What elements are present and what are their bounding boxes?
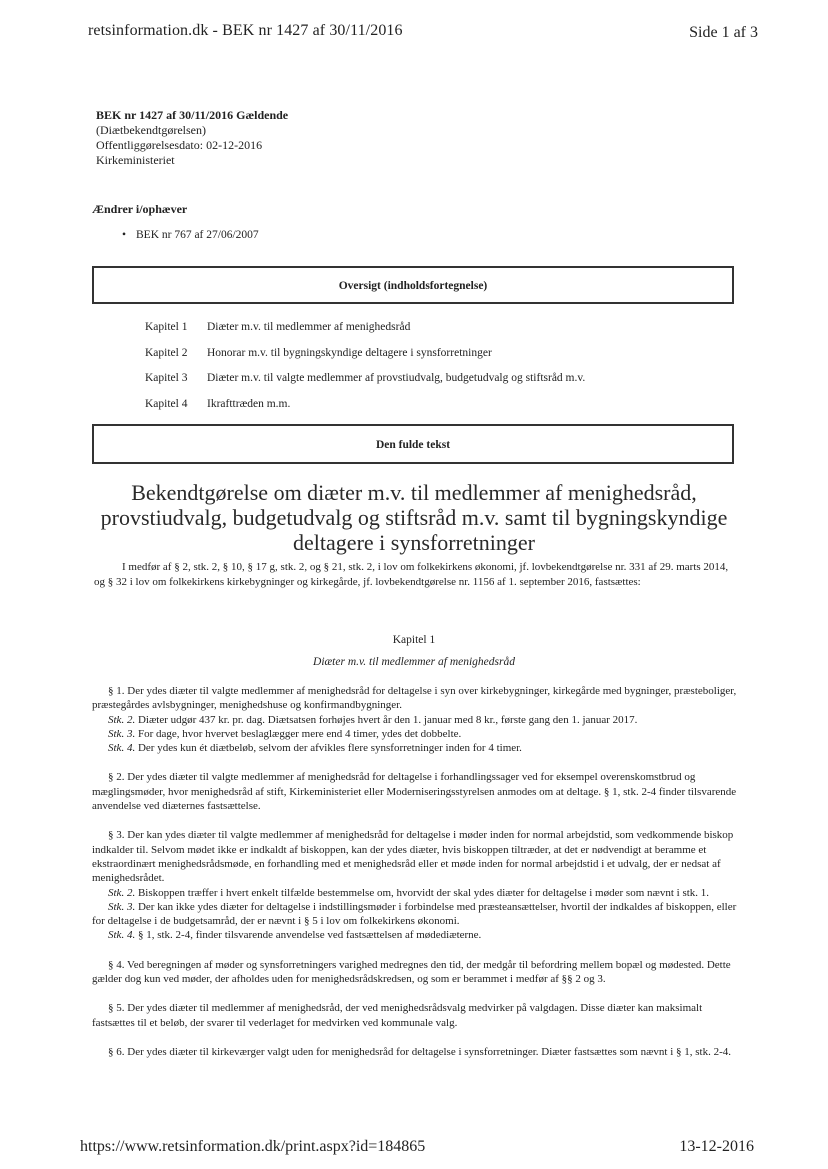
- stk-item: [92, 713, 740, 727]
- toc-chapter: Kapitel 1: [145, 321, 188, 333]
- preamble: I medfør af § 2, stk. 2, § 10, § 17 g, stk. 2, og § 21, stk. 2, i lov om folkekirkens økonomi, jf. lovbekendtgørelse nr. 331 af 29. marts 2014, og § 32 i lov om folkekirkens kirkebygninger og kirkegårde, jf. lovbekendtgørelse nr. 1156 af 1. september 2016, fastsættes:: [94, 561, 729, 588]
- chapter-label: Kapitel 1: [392, 634, 436, 646]
- stk-label: Stk. 4.: [108, 742, 136, 755]
- toc-chapter: Kapitel 2: [145, 346, 188, 359]
- paragraph-text: § 2. Der ydes diæter til valgte medlemmer af menighedsråd for deltagelse i forhandlingssager ved for eksempel overenskomstbrud og mæglingsmøder, hvor menighedsråd af stift, Kirkeministeriet eller Moderniseringsstyrelsen anmodes om at deltage. § 1, stk. 2-4 finder tilsvarende anvendelse ved diæternes fastsættelse.: [92, 771, 737, 813]
- stk-item: [92, 900, 740, 929]
- paragraph-4: [92, 958, 740, 987]
- chapter-subtitle: Diæter m.v. til medlemmer af menighedsråd: [313, 656, 515, 668]
- stk-item: [92, 886, 740, 900]
- toc-title: Diæter m.v. til valgte medlemmer af provstiudvalg, budgetudvalg og stiftsråd m.v.: [207, 372, 586, 384]
- paragraph-5: [92, 1001, 740, 1030]
- paragraph-text: § 6. Der ydes diæter til kirkeværger valgt uden for menighedsråd for deltagelse i synsforretninger. Diæter fastsættes som nævnt i § 1, stk. 2-4.: [108, 1045, 732, 1058]
- stk-label: Stk. 2.: [108, 713, 136, 726]
- footer-url: https://www.retsinformation.dk/print.aspx?id=184865: [80, 1138, 426, 1155]
- full-text-heading-box: [92, 424, 734, 464]
- stk-text: Diæter udgør 437 kr. pr. dag. Diætsatsen forhøjes hvert år den 1. januar med 8 kr., første gang den 1. januar 2017.: [137, 713, 638, 726]
- stk-text: For dage, hvor hvervet beslaglægger mere end 4 timer, ydes det dobbelte.: [137, 727, 462, 740]
- bullet-icon: •: [122, 229, 127, 241]
- document-id: BEK nr 1427 af 30/11/2016 Gældende: [96, 108, 289, 122]
- paragraph-text: § 3. Der kan ydes diæter til valgte medlemmer af menighedsråd for deltagelse i møder inden for normal arbejdstid, som vedkommende biskop indkalder til. Selvom mødet ikke er indkaldt af biskoppen, kan der ydes diæter, hvis biskoppen tiltræder, at det er nødvendigt at beramme et ekstraordinært menighedsrådsmøde, en forhandling med et menighedsråd eller et møde inden for normal arbejdstid i et udvalg, der er nedsat af menighedsrådet.: [92, 829, 734, 885]
- paragraph-2: [92, 770, 740, 813]
- document-meta: [96, 108, 288, 168]
- stk-label: Stk. 3.: [108, 900, 136, 913]
- table-of-contents: [145, 321, 585, 423]
- page-header-title: retsinformation.dk - BEK nr 1427 af 30/11/2016: [88, 22, 403, 39]
- paragraph-text: § 4. Ved beregningen af møder og synsforretningers varighed medregnes den tid, der medgår til befordring mellem bopæl og mødested. Dette gælder dog kun ved møder, der afholdes uden for menighedsrådskredsen, og som er berammet i medfør af §§ 2 og 3.: [92, 958, 731, 986]
- document-short-name: (Diætbekendtgørelsen): [96, 123, 206, 137]
- footer-date: 13-12-2016: [679, 1138, 754, 1155]
- toc-heading: Oversigt (indholdsfortegnelse): [338, 280, 488, 292]
- toc-item[interactable]: [145, 347, 585, 373]
- toc-item[interactable]: [145, 398, 585, 424]
- paragraph-6: [92, 1045, 740, 1059]
- publication-date: Offentliggørelsesdato: 02-12-2016: [96, 138, 263, 152]
- paragraph-1: [92, 684, 740, 755]
- stk-item: [92, 928, 740, 942]
- full-text-heading: Den fulde tekst: [375, 439, 451, 451]
- stk-item: [92, 727, 740, 741]
- paragraph-text: § 5. Der ydes diæter til medlemmer af menighedsråd, der ved menighedsrådsvalg medvirker på valgdagen. Disse diæter kan maksimalt fastsættes til et beløb, der svarer til vederlaget for medvirken ved kommunale valg.: [92, 1002, 703, 1029]
- changes-item-label: BEK nr 767 af 27/06/2007: [136, 229, 259, 241]
- changes-heading: Ændrer i/ophæver: [92, 202, 188, 216]
- toc-item[interactable]: [145, 372, 585, 398]
- toc-chapter: Kapitel 3: [145, 372, 188, 384]
- changes-list-item[interactable]: [122, 229, 259, 241]
- stk-text: Biskoppen træffer i hvert enkelt tilfælde bestemmelse om, hvorvidt der skal ydes diæter for deltagelse i møder som nævnt i stk. 1.: [137, 886, 710, 899]
- stk-text: § 1, stk. 2-4, finder tilsvarende anvendelse ved fastsættelsen af mødediæterne.: [137, 929, 482, 942]
- stk-label: Stk. 3.: [108, 727, 136, 740]
- stk-text: Der kan ikke ydes diæter for deltagelse i indstillingsmøder i forbindelse med præsteansættelser, hvortil der indkaldes af biskoppen, eller for deltagelse i de budgetsamråd, der er nævnt i § 5 i lov om folkekirkens økonomi.: [92, 900, 737, 928]
- stk-item: [92, 741, 740, 755]
- paragraph-text: § 1. Der ydes diæter til valgte medlemmer af menighedsråd for deltagelse i syn over kirkebygninger, kirkegårde med bygninger, præsteboliger, præstegårdes avlsbygninger, menighedshuse og konfirmandbygninger.: [92, 685, 737, 712]
- chapter-body: [92, 684, 740, 1074]
- page-number: Side 1 af 3: [689, 24, 758, 41]
- stk-label: Stk. 4.: [108, 929, 136, 942]
- document-title: Bekendtgørelse om diæter m.v. til medlemmer af menighedsråd, provstiudvalg, budgetudvalg og stiftsråd m.v. samt til bygningskyndige deltagere i synsforretninger: [100, 480, 728, 555]
- toc-title: Honorar m.v. til bygningskyndige deltagere i synsforretninger: [207, 346, 492, 359]
- paragraph-3: [92, 828, 740, 942]
- toc-chapter: Kapitel 4: [145, 397, 188, 410]
- toc-title: Ikrafttræden m.m.: [207, 397, 291, 410]
- stk-label: Stk. 2.: [108, 886, 136, 899]
- toc-heading-box: [92, 266, 734, 304]
- stk-text: Der ydes kun ét diætbeløb, selvom der afvikles flere synsforretninger inden for 4 timer.: [137, 742, 522, 755]
- toc-item[interactable]: [145, 321, 585, 347]
- ministry: Kirkeministeriet: [96, 153, 175, 167]
- toc-title: Diæter m.v. til medlemmer af menighedsråd: [207, 321, 411, 333]
